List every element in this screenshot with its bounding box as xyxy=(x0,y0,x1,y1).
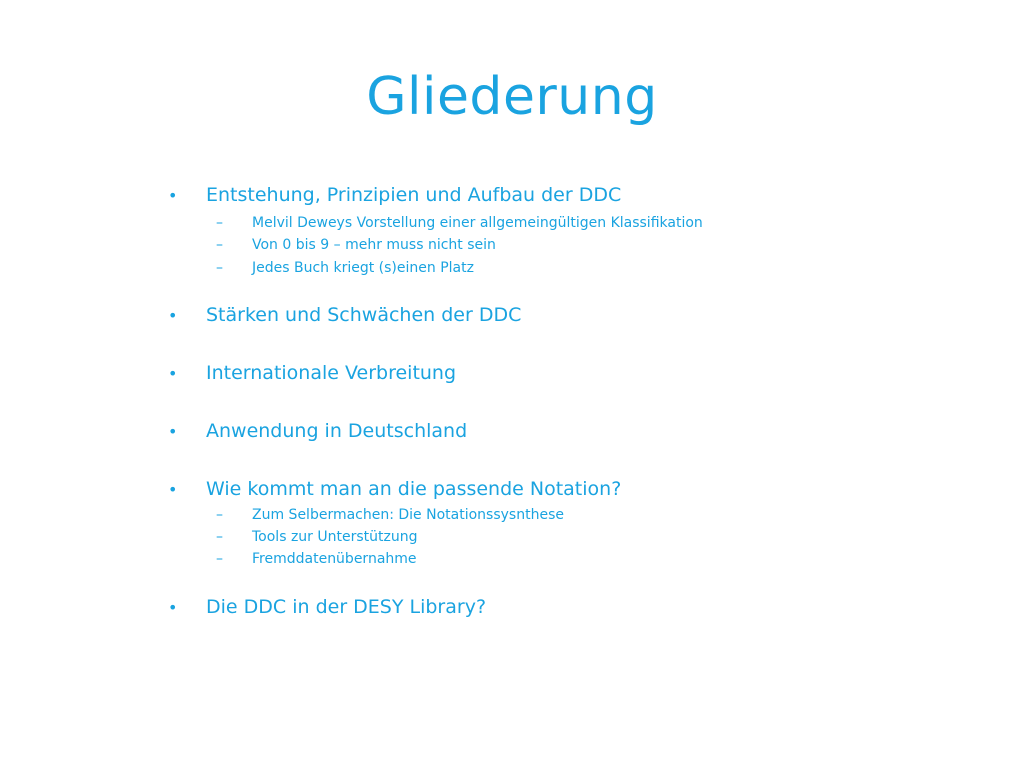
slide-title: Gliederung xyxy=(366,67,658,127)
outline-item-text: Internationale Verbreitung xyxy=(206,362,457,384)
dash-icon: – xyxy=(216,260,223,276)
outline-item-text: Anwendung in Deutschland xyxy=(206,420,468,442)
outline-subitem-text: Jedes Buch kriegt (s)einen Platz xyxy=(252,260,474,276)
outline-subitem-text: Melvil Deweys Vorstellung einer allgemeingültigen Klassifikation xyxy=(252,215,703,231)
outline-item xyxy=(168,361,456,386)
outline-subitem xyxy=(216,259,474,277)
outline-item-text: Stärken und Schwächen der DDC xyxy=(206,304,522,326)
outline-subitem xyxy=(216,214,703,232)
outline-subitem xyxy=(216,506,564,524)
bullet-icon: • xyxy=(168,306,178,325)
outline-item xyxy=(168,303,521,328)
outline-item xyxy=(168,183,621,208)
dash-icon: – xyxy=(216,507,223,523)
outline-subitem xyxy=(216,236,496,254)
bullet-icon: • xyxy=(168,422,178,441)
outline-subitem-text: Zum Selbermachen: Die Notationssysnthese xyxy=(252,507,564,523)
dash-icon: – xyxy=(216,551,223,567)
outline-item xyxy=(168,477,621,502)
dash-icon: – xyxy=(216,529,223,545)
outline-subitem-text: Tools zur Unterstützung xyxy=(252,529,418,545)
bullet-icon: • xyxy=(168,598,178,617)
outline-item-text: Entstehung, Prinzipien und Aufbau der DDC xyxy=(206,184,622,206)
dash-icon: – xyxy=(216,237,223,253)
outline-subitem-text: Fremddatenübernahme xyxy=(252,551,417,567)
outline-item-text: Wie kommt man an die passende Notation? xyxy=(206,478,622,500)
outline-item xyxy=(168,419,467,444)
outline-item-text: Die DDC in der DESY Library? xyxy=(206,596,487,618)
outline-subitem xyxy=(216,550,417,568)
bullet-icon: • xyxy=(168,186,178,205)
outline-subitem xyxy=(216,528,417,546)
dash-icon: – xyxy=(216,215,223,231)
outline-item xyxy=(168,595,486,620)
outline-subitem-text: Von 0 bis 9 – mehr muss nicht sein xyxy=(252,237,496,253)
bullet-icon: • xyxy=(168,364,178,383)
bullet-icon: • xyxy=(168,480,178,499)
